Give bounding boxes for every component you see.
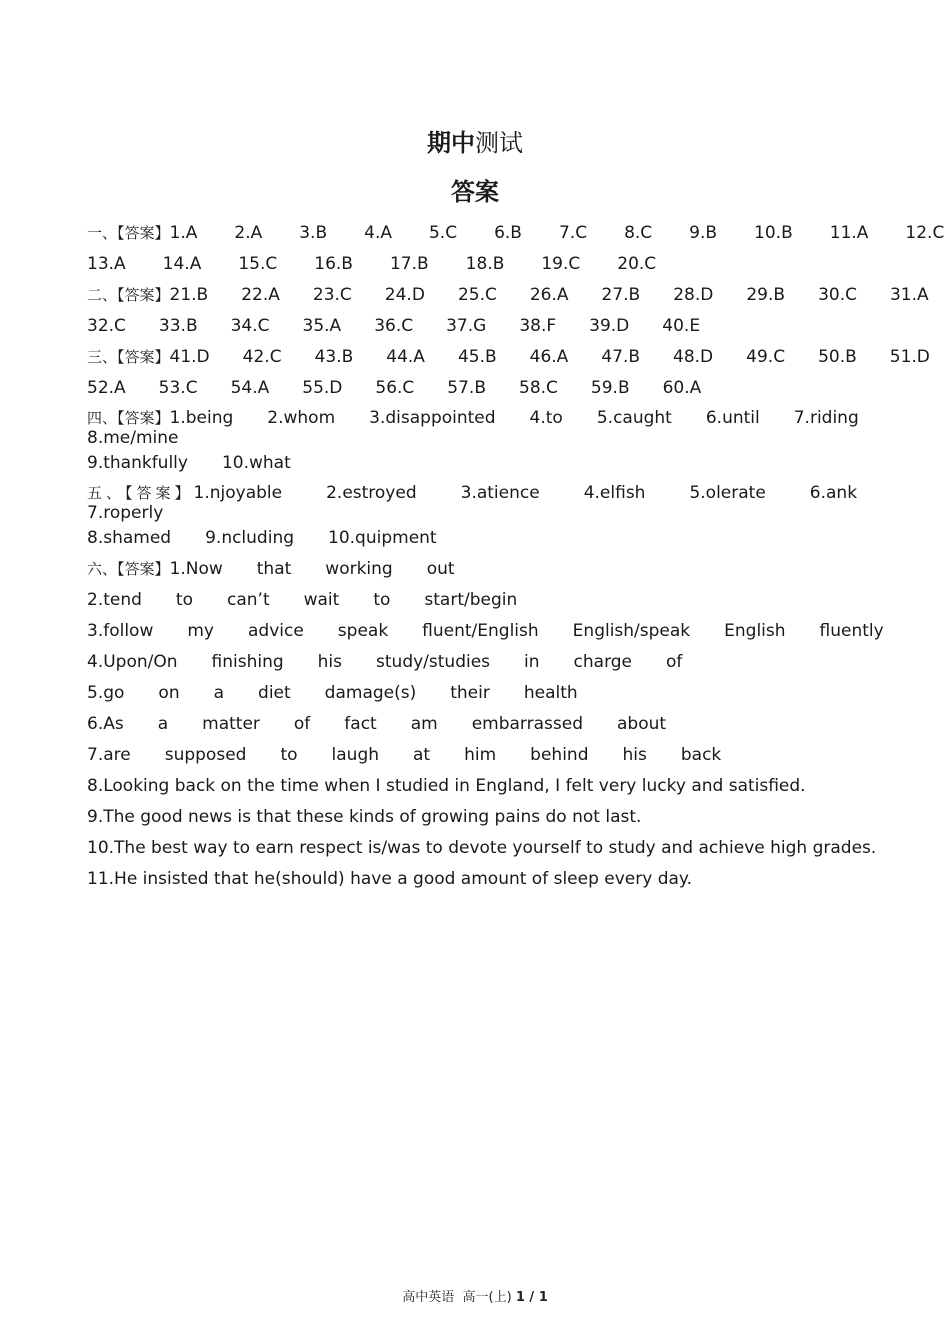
sec6-row6: [87, 709, 937, 740]
answer-item: diet: [258, 683, 291, 703]
answer-item: 31.A: [889, 285, 929, 305]
sec6-row3: [87, 616, 937, 647]
answer-item: 50.B: [818, 347, 857, 367]
answer-item: 7.C: [558, 223, 588, 243]
answer-item: behind: [530, 745, 589, 765]
sec5-row1: [87, 483, 937, 503]
sec3-row2: [87, 373, 937, 404]
answer-item: 5.go: [87, 683, 125, 703]
answer-item: 38.F: [519, 316, 557, 336]
title-part1: 期中: [427, 129, 475, 157]
answer-item: fluent/English: [422, 621, 539, 641]
answer-item: 19.C: [541, 254, 581, 274]
answer-item: 35.A: [302, 316, 342, 336]
footer-grade: 高一(上): [462, 1290, 512, 1305]
answer-item: 10.what: [221, 453, 291, 473]
answer-item: health: [523, 683, 578, 703]
answer-item: 30.C: [818, 285, 857, 305]
answer-item: 6.As: [87, 714, 124, 734]
answer-item: embarrassed: [471, 714, 583, 734]
answer-item: my: [187, 621, 214, 641]
answer-item: to: [280, 745, 298, 765]
answer-item: 26.A: [529, 285, 569, 305]
section-label: 三、【答案】: [87, 348, 170, 366]
answer-item: 43.B: [314, 347, 354, 367]
answer-item: 10.B: [754, 223, 793, 243]
section-label: 一、【答案】: [87, 224, 170, 242]
answer-item: a: [213, 683, 225, 703]
answer-item: 9.thankfully: [87, 453, 188, 473]
section-label: 四、【答案】: [87, 409, 170, 427]
answer-item: 3.disappointed: [369, 408, 496, 428]
answer-item: 3.follow: [87, 621, 154, 641]
answer-item: 1.Now: [169, 559, 223, 579]
answer-item: 1.njoyable: [193, 483, 283, 503]
answer-item: his: [317, 652, 343, 672]
answer-item: 14.A: [162, 254, 202, 274]
answer-item: 51.D: [889, 347, 930, 367]
answer-item: 54.A: [230, 378, 270, 398]
sec2-row2: [87, 311, 937, 342]
answer-item: 17.B: [389, 254, 429, 274]
answer-item: him: [464, 745, 497, 765]
answer-item: 4.A: [364, 223, 392, 243]
answer-item: 3.atience: [460, 483, 540, 503]
section-label: 二、【答案】: [87, 286, 170, 304]
answer-item: in: [524, 652, 540, 672]
answer-item: am: [410, 714, 438, 734]
answer-item: 29.B: [746, 285, 786, 305]
answer-item: 36.C: [374, 316, 414, 336]
sec5-row1b: 7.roperly: [87, 503, 164, 523]
answer-item: about: [617, 714, 667, 734]
answer-item: 23.C: [312, 285, 352, 305]
section-label: 六、【答案】: [87, 560, 170, 578]
answer-item: 15.C: [238, 254, 278, 274]
sec6-sentence-9: 9.The good news is that these kinds of growing pains do not last.: [87, 807, 642, 827]
answer-item: 3.B: [299, 223, 328, 243]
answer-item: 16.B: [314, 254, 353, 274]
answer-item: 9.B: [689, 223, 718, 243]
sec6-row4: [87, 647, 937, 678]
answer-item: 37.G: [446, 316, 487, 336]
answer-item: 44.A: [386, 347, 425, 367]
sec1-row1: [87, 218, 945, 249]
answer-item: 7.riding: [793, 408, 859, 428]
answer-item: 49.C: [746, 347, 786, 367]
answer-item: 2.tend: [87, 590, 142, 610]
answer-item: fluently: [819, 621, 884, 641]
footer-page-number: 1 / 1: [515, 1290, 548, 1305]
answer-item: out: [426, 559, 455, 579]
answer-item: 11.A: [829, 223, 869, 243]
page-footer: [0, 1286, 950, 1305]
sec1-row2: [87, 249, 937, 280]
answer-item: 25.C: [457, 285, 497, 305]
answer-item: 6.ank: [809, 483, 858, 503]
answer-item: 22.A: [241, 285, 280, 305]
answer-item: 60.A: [662, 378, 702, 398]
answer-item: 5.caught: [596, 408, 672, 428]
sec6-row7: [87, 740, 937, 771]
answer-item: 45.B: [457, 347, 497, 367]
page-subtitle: 答案: [451, 178, 499, 206]
answer-item: 47.B: [601, 347, 641, 367]
answer-item: English: [724, 621, 786, 641]
answer-item: 4.Upon/On: [87, 652, 178, 672]
answer-item: that: [256, 559, 292, 579]
answer-item: study/studies: [376, 652, 491, 672]
answer-item: 18.B: [465, 254, 505, 274]
answer-item: at: [413, 745, 431, 765]
answer-item: 4.to: [529, 408, 563, 428]
answer-item: 12.C: [905, 223, 945, 243]
footer-subject: 高中英语: [402, 1290, 455, 1305]
answer-item: 20.C: [617, 254, 657, 274]
answer-item: fact: [344, 714, 377, 734]
answer-item: 46.A: [529, 347, 569, 367]
answer-item: 53.C: [158, 378, 198, 398]
answer-item: English/speak: [572, 621, 691, 641]
answer-item: 33.B: [158, 316, 198, 336]
answer-item: can’t: [227, 590, 270, 610]
answer-item: 10.quipment: [328, 528, 437, 548]
answer-item: 56.C: [375, 378, 415, 398]
answer-item: 8.C: [624, 223, 653, 243]
answer-item: 48.D: [673, 347, 714, 367]
sec4-row1b: 8.me/mine: [87, 428, 179, 448]
answer-item: charge: [573, 652, 633, 672]
answer-item: 52.A: [87, 378, 126, 398]
sec2-row1: [87, 280, 937, 311]
answer-item: 40.E: [662, 316, 701, 336]
answer-item: 1.A: [169, 223, 198, 243]
section-label: 五、【答案】: [87, 484, 194, 502]
sec6-row5: [87, 678, 937, 709]
answer-content: [87, 218, 945, 895]
answer-item: to: [175, 590, 193, 610]
answer-item: start/begin: [424, 590, 518, 610]
answer-item: working: [325, 559, 393, 579]
answer-item: damage(s): [324, 683, 417, 703]
answer-item: 21.B: [169, 285, 209, 305]
answer-item: 57.B: [447, 378, 486, 398]
sec6-sentence-10: 10.The best way to earn respect is/was to devote yourself to study and achieve high grades.: [87, 838, 877, 858]
answer-item: matter: [202, 714, 260, 734]
answer-item: wait: [303, 590, 340, 610]
answer-item: 2.A: [234, 223, 263, 243]
answer-item: 59.B: [590, 378, 630, 398]
answer-item: laugh: [331, 745, 380, 765]
answer-item: 41.D: [169, 347, 210, 367]
answer-item: to: [373, 590, 391, 610]
answer-item: his: [622, 745, 647, 765]
answer-item: 55.D: [302, 378, 343, 398]
answer-item: 6.until: [705, 408, 760, 428]
answer-item: 42.C: [242, 347, 282, 367]
sec6-sentence-8: 8.Looking back on the time when I studied in England, I felt very lucky and satisfied.: [87, 776, 806, 796]
sec6-row1: [87, 554, 937, 585]
answer-item: of: [666, 652, 683, 672]
title-part2: 测试: [475, 129, 523, 157]
answer-item: 39.D: [589, 316, 630, 336]
answer-item: 2.estroyed: [326, 483, 417, 503]
answer-item: 6.B: [494, 223, 522, 243]
answer-item: 27.B: [601, 285, 641, 305]
sec4-row1: [87, 408, 937, 428]
answer-item: 13.A: [87, 254, 126, 274]
answer-item: 5.olerate: [689, 483, 766, 503]
answer-item: back: [680, 745, 722, 765]
answer-item: 5.C: [428, 223, 458, 243]
answer-item: 28.D: [673, 285, 714, 305]
answer-item: 8.shamed: [87, 528, 172, 548]
sec6-sentence-11: 11.He insisted that he(should) have a good amount of sleep every day.: [87, 869, 692, 889]
sec5-row2: [87, 523, 937, 554]
answer-item: 34.C: [230, 316, 270, 336]
page-title: [0, 123, 950, 158]
answer-item: 7.are: [87, 745, 131, 765]
answer-item: speak: [337, 621, 389, 641]
answer-item: 24.D: [384, 285, 425, 305]
answer-item: supposed: [164, 745, 247, 765]
answer-item: 4.elfish: [583, 483, 646, 503]
answer-item: of: [293, 714, 311, 734]
answer-item: 2.whom: [267, 408, 336, 428]
answer-item: 1.being: [169, 408, 234, 428]
answer-item: advice: [247, 621, 304, 641]
answer-item: 9.ncluding: [205, 528, 295, 548]
answer-item: 32.C: [87, 316, 126, 336]
sec6-row2: [87, 585, 937, 616]
answer-item: on: [158, 683, 180, 703]
sec4-row2: [87, 448, 937, 479]
answer-item: their: [450, 683, 490, 703]
answer-item: a: [157, 714, 169, 734]
answer-item: finishing: [211, 652, 284, 672]
answer-item: 58.C: [519, 378, 558, 398]
sec3-row1: [87, 342, 937, 373]
